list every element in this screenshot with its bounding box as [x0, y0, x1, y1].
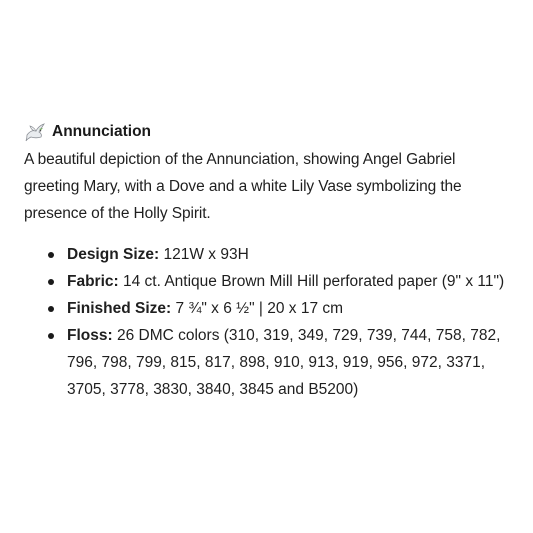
- spec-list: [24, 241, 514, 403]
- list-item-finished-size: [48, 295, 514, 322]
- spec-value: 7 ¾" x 6 ½" | 20 x 17 cm: [175, 300, 344, 317]
- product-description: [24, 119, 514, 403]
- spec-value: 121W x 93H: [163, 246, 249, 263]
- bullet: [48, 279, 54, 285]
- description-text: A beautiful depiction of the Annunciation, showing Angel Gabriel greeting Mary, with a Dove and a white Lily Vase symbolizing the presence of the Holly Spirit.: [24, 151, 462, 222]
- bullet: [48, 252, 54, 258]
- list-item-design-size: [48, 241, 514, 268]
- bullet: [48, 306, 54, 312]
- spec-label: Fabric:: [67, 273, 123, 290]
- spec-label: Design Size:: [67, 246, 164, 263]
- spec-label: Floss:: [67, 327, 117, 344]
- spec-value: 14 ct. Antique Brown Mill Hill perforated paper (9" x 11"): [122, 273, 505, 290]
- list-item-fabric: [48, 268, 514, 295]
- list-item-floss: [48, 322, 514, 403]
- dove-icon: [24, 121, 46, 143]
- spec-value: 26 DMC colors (310, 319, 349, 729, 739, 744, 758, 782, 796, 798, 799, 815, 817, 898, 910, 913, 919, 956, 972, 3371, 3705, 3778, 3830, 3840, 3845 and B5200): [67, 327, 501, 398]
- title-row: [24, 119, 514, 145]
- spec-label: Finished Size:: [67, 300, 176, 317]
- page-title: Annunciation: [52, 123, 152, 140]
- bullet: [48, 333, 54, 339]
